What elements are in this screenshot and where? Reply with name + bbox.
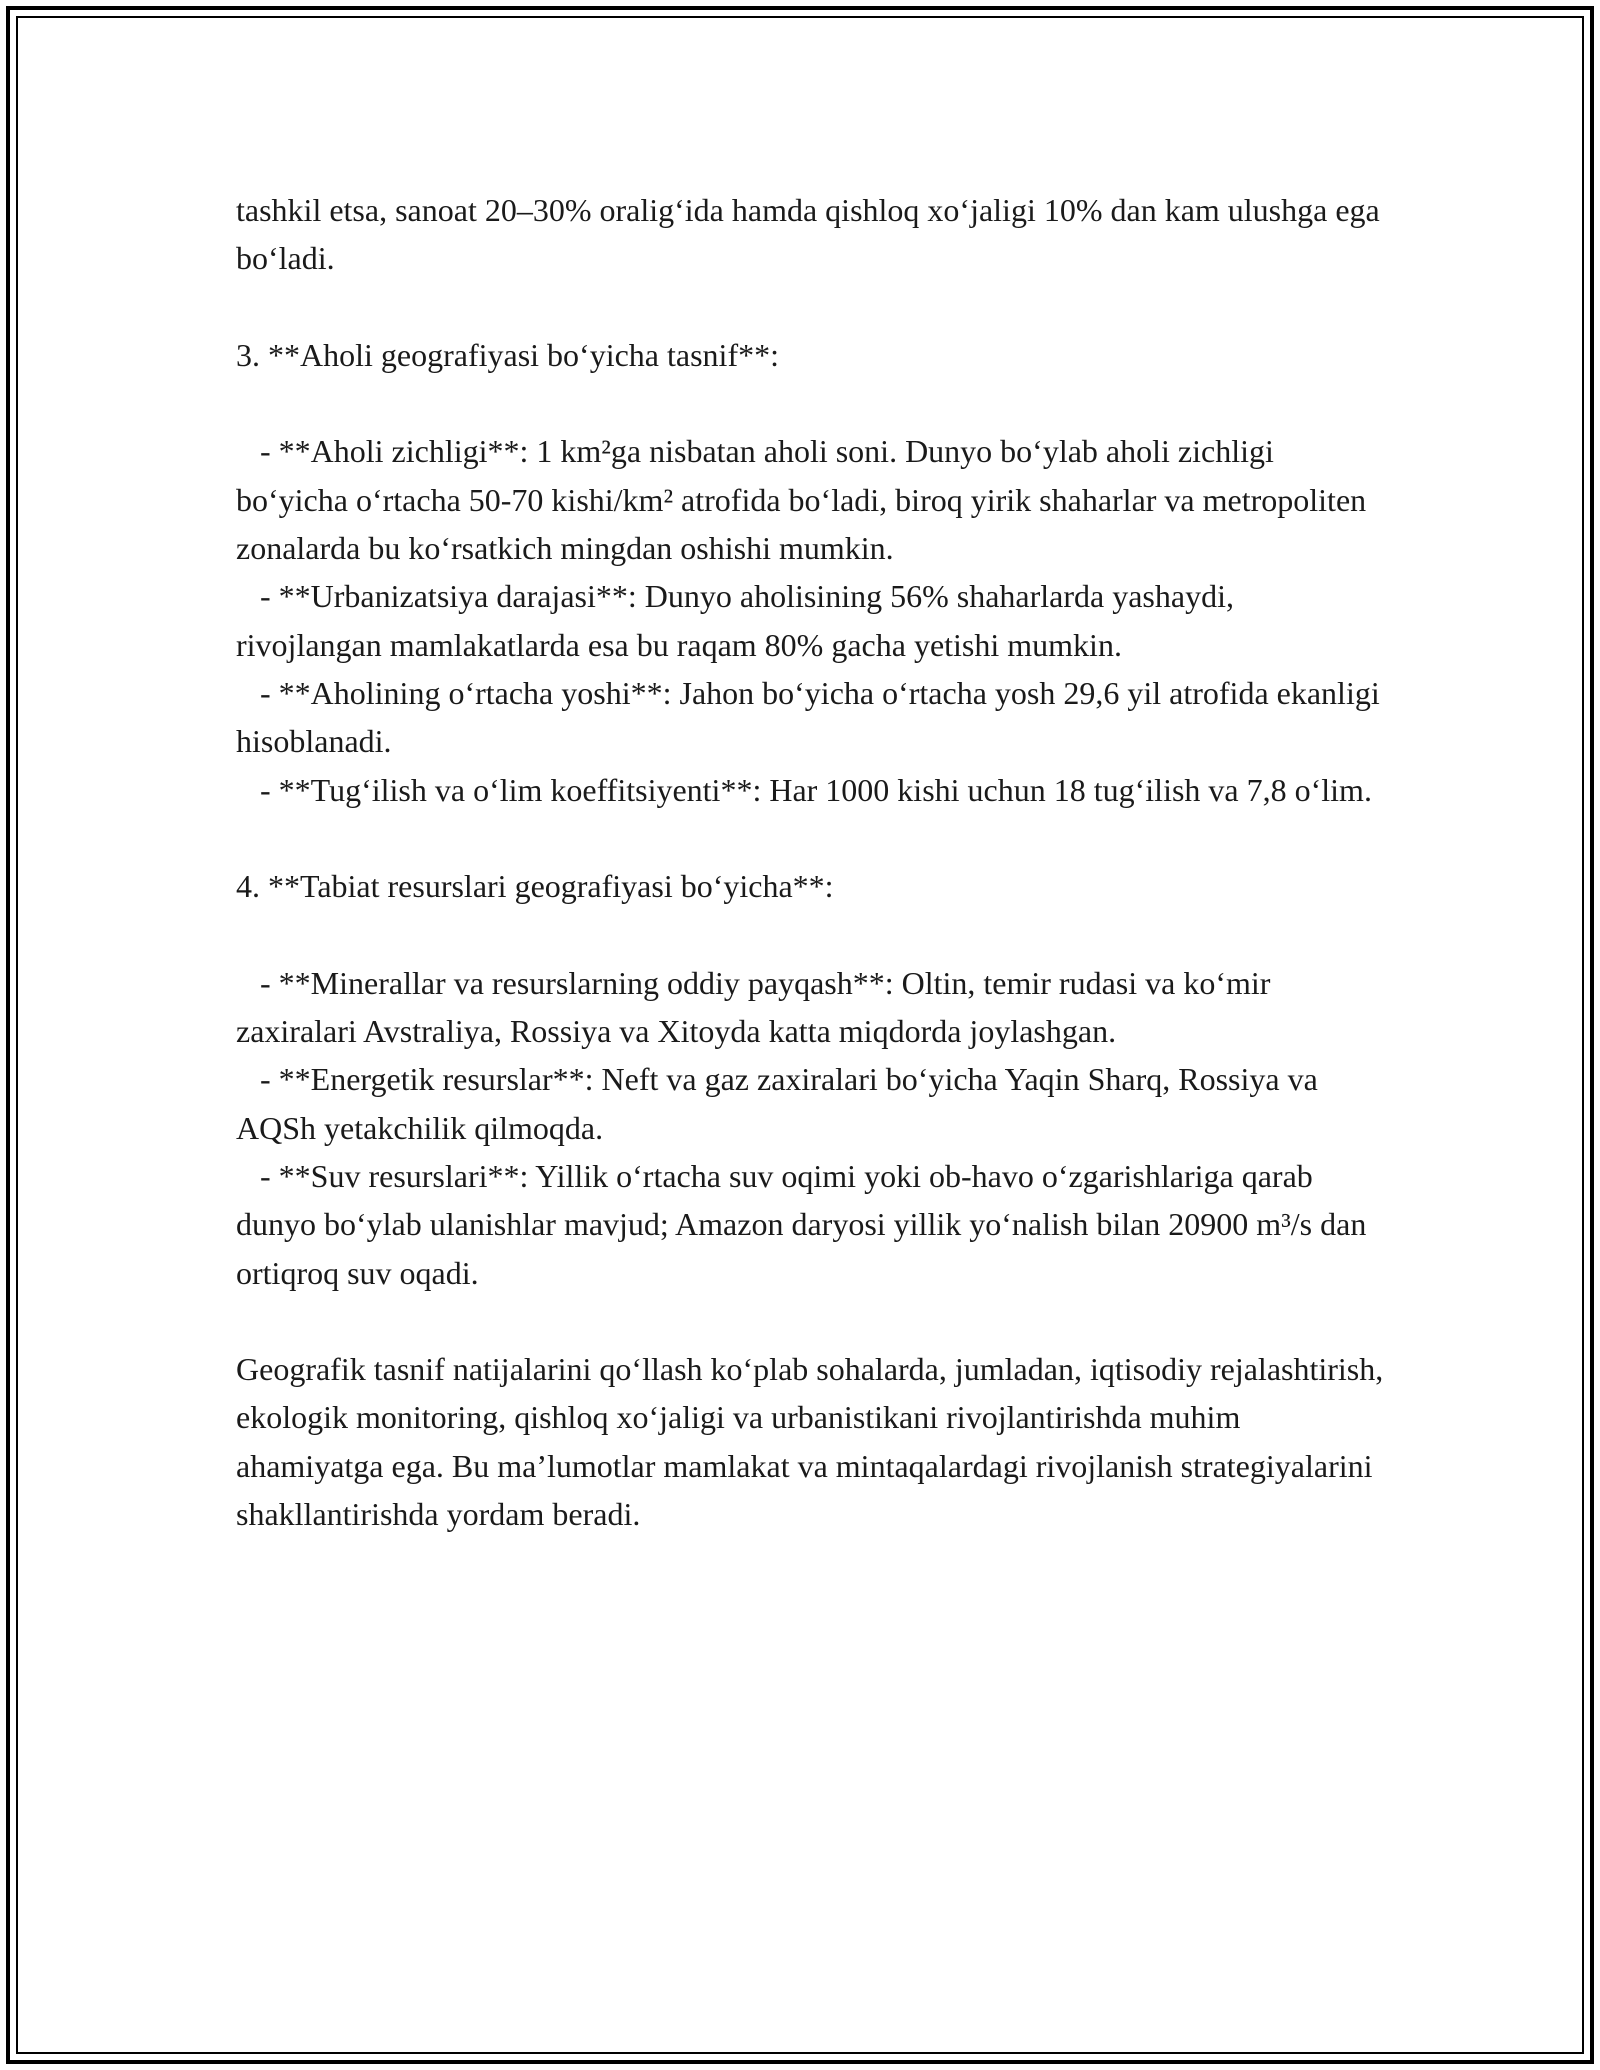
paragraph-conclusion: Geografik tasnif natijalarini qo‘llash ko‘plab sohalarda, jumladan, iqtisodiy rejalashtirish, ekologik monitoring, qishloq xo‘jaligi va urbanistikani rivojlantirishda muhim ahamiyatga ega. Bu ma’lumotlar mamlakat va mintaqalardagi rivojlanish strategiyalarini shakllantirishda yordam beradi. [236,1351,1392,1533]
blank-line [236,283,1386,331]
list-item-population-density: - **Aholi zichligi**: 1 km²ga nisbatan aholi soni. Dunyo bo‘ylab aholi zichligi bo‘yicha o‘rtacha 50-70 kishi/km² atrofida bo‘ladi, biroq yirik shaharlar va metropoliten zonalarda bu ko‘rsatkich mingdan oshishi mumkin. [236,433,1375,567]
heading-population-geography: 3. **Aholi geografiyasi bo‘yicha tasnif**: [236,336,779,373]
list-item-water-resources: - **Suv resurslari**: Yillik o‘rtacha suv oqimi yoki ob-havo o‘zgarishlariga qarab dunyo bo‘ylab ulanishlar mavjud; Amazon daryosi yillik yo‘nalish bilan 20900 m³/s dan ortiqroq suv oqadi. [236,1157,1375,1291]
paragraph-sector-shares: tashkil etsa, sanoat 20–30% oralig‘ida hamda qishloq xo‘jaligi 10% dan kam ulushga ega bo‘ladi. [236,192,1388,277]
list-item-minerals: - **Minerallar va resurslarning oddiy payqash**: Oltin, temir rudasi va ko‘mir zaxiralari Avstraliya, Rossiya va Xitoyda katta miqdorda joylashgan. [236,964,1279,1050]
blank-line [236,910,1386,958]
blank-line [236,814,1386,862]
list-item-median-age: - **Aholining o‘rtacha yoshi**: Jahon bo‘yicha o‘rtacha yosh 29,6 yil atrofida ekanligi hisoblanadi. [236,674,1388,760]
blank-line [236,379,1386,427]
heading-natural-resources: 4. **Tabiat resurslari geografiyasi bo‘yicha**: [236,868,834,905]
blank-line [236,1297,1386,1345]
list-item-energy-resources: - **Energetik resurslar**: Neft va gaz zaxiralari bo‘yicha Yaqin Sharq, Rossiya va AQSh yetakchilik qilmoqda. [236,1061,1324,1146]
list-item-birth-death-rate: - **Tug‘ilish va o‘lim koeffitsiyenti**: Har 1000 kishi uchun 18 tug‘ilish va 7,8 o‘lim. [236,771,1372,808]
document-body [236,186,1392,1538]
list-item-urbanization: - **Urbanizatsiya darajasi**: Dunyo aholisining 56% shaharlarda yashaydi, rivojlangan mamlakatlarda esa bu raqam 80% gacha yetishi mumkin. [236,578,1242,663]
